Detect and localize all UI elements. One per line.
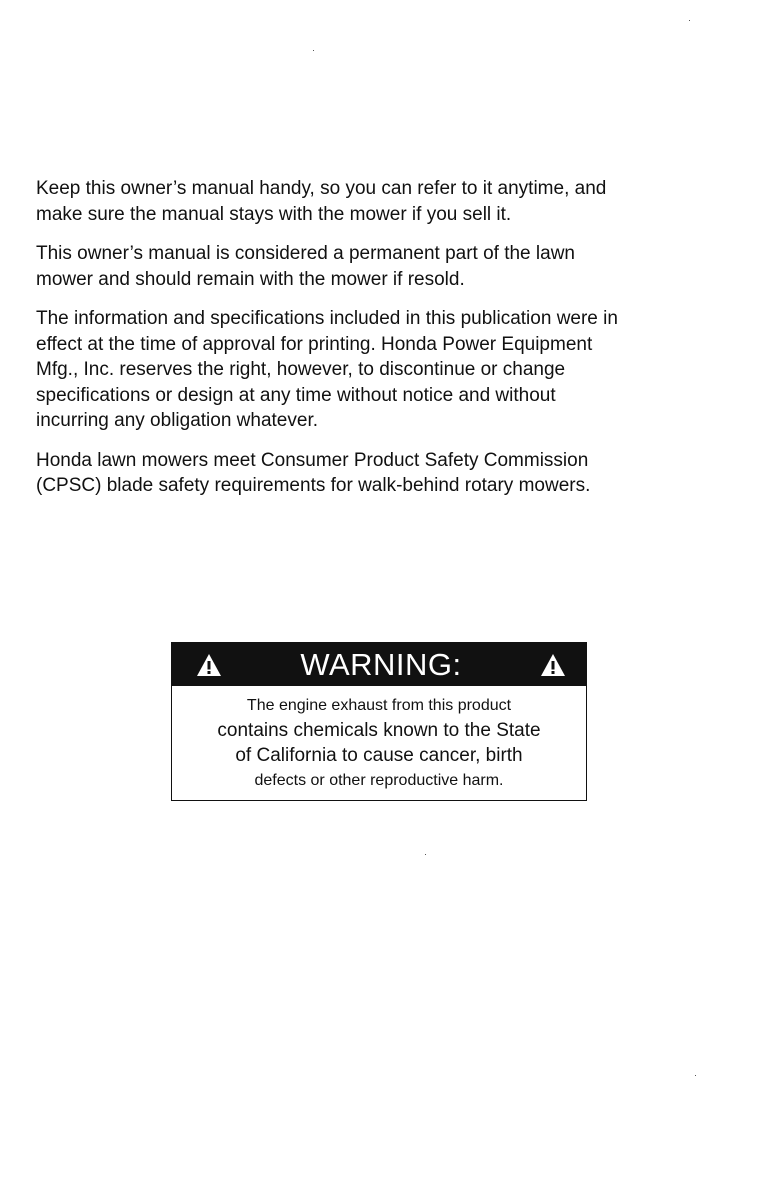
paragraph-permanent-part: This owner’s manual is considered a permanent part of the lawn mower and should remain with the mower if resold. (36, 243, 575, 290)
scan-speck (689, 20, 690, 21)
warning-line: defects or other reproductive harm. (254, 772, 504, 789)
warning-body (172, 686, 586, 793)
scan-speck (425, 854, 426, 855)
warning-header (172, 643, 586, 686)
paragraph-keep-manual: Keep this owner’s manual handy, so you can refer to it anytime, and make sure the manual stays with the mower if you sell it. (36, 178, 607, 225)
warning-line: The engine exhaust from this product (246, 697, 512, 714)
warning-triangle-icon (196, 653, 222, 677)
manual-text (36, 176, 720, 513)
california-warning-box (171, 642, 587, 801)
warning-line: contains chemicals known to the State (217, 720, 541, 741)
scan-speck (313, 50, 314, 51)
scan-speck (695, 1075, 696, 1076)
warning-triangle-icon (540, 653, 566, 677)
warning-title: WARNING: (300, 647, 462, 682)
paragraph-cpsc: Honda lawn mowers meet Consumer Product Safety Commission (CPSC) blade safety requirements for walk-behind rotary mowers. (36, 449, 591, 496)
warning-line: of California to cause cancer, birth (235, 745, 523, 766)
paragraph-specifications: The information and specifications included in this publication were in effect at the time of approval for printing. Honda Power Equipment Mfg., Inc. reserves the right, however, to discontinue or change specifications or design at any time without notice and without incurring any obligation whatever. (36, 308, 618, 431)
